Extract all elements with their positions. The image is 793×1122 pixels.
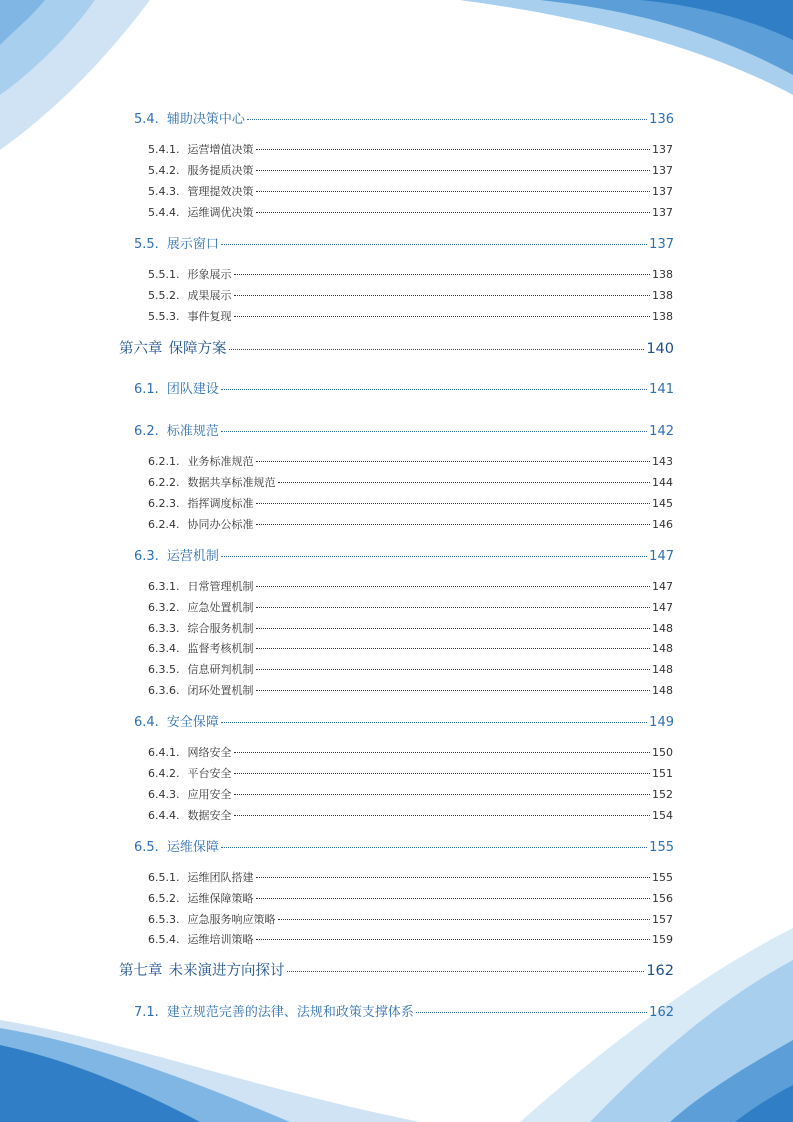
toc-entry[interactable] bbox=[148, 204, 673, 220]
toc-entry[interactable] bbox=[148, 266, 673, 282]
entry-title: 应用安全 bbox=[187, 788, 232, 801]
dot-leader bbox=[256, 586, 651, 587]
entry-page: 137 bbox=[649, 237, 674, 252]
dot-leader bbox=[234, 295, 651, 296]
entry-title: 平台安全 bbox=[187, 767, 232, 780]
entry-page: 144 bbox=[652, 476, 673, 489]
toc-entry[interactable] bbox=[148, 869, 673, 885]
dot-leader bbox=[287, 971, 645, 972]
entry-title: 运维培训策略 bbox=[187, 933, 254, 946]
entry-title: 管理提效决策 bbox=[187, 185, 254, 198]
entry-number: 第六章 bbox=[119, 341, 163, 357]
entry-page: 137 bbox=[652, 143, 673, 156]
entry-page: 137 bbox=[652, 164, 673, 177]
entry-page: 147 bbox=[652, 601, 673, 614]
toc-entry[interactable] bbox=[134, 1001, 674, 1020]
toc-entry[interactable] bbox=[134, 545, 674, 564]
dot-leader bbox=[234, 274, 651, 275]
entry-page: 137 bbox=[652, 206, 673, 219]
toc-entry[interactable] bbox=[148, 578, 673, 594]
entry-title: 安全保障 bbox=[166, 715, 219, 730]
toc-entry[interactable] bbox=[148, 287, 673, 303]
entry-number: 6.2.3. bbox=[148, 497, 180, 510]
toc-entry[interactable] bbox=[119, 959, 674, 980]
entry-page: 140 bbox=[646, 341, 674, 357]
entry-page: 152 bbox=[652, 788, 673, 801]
entry-title: 综合服务机制 bbox=[187, 622, 254, 635]
entry-number: 6.3. bbox=[134, 549, 159, 564]
entry-page: 147 bbox=[649, 549, 674, 564]
dot-leader bbox=[221, 847, 647, 848]
entry-title: 运维调优决策 bbox=[187, 206, 254, 219]
dot-leader bbox=[234, 815, 651, 816]
toc-entry[interactable] bbox=[148, 308, 673, 324]
entry-page: 137 bbox=[652, 185, 673, 198]
entry-page: 141 bbox=[649, 382, 674, 397]
entry-title: 运维保障策略 bbox=[187, 892, 254, 905]
entry-title: 业务标准规范 bbox=[187, 455, 254, 468]
entry-number: 7.1. bbox=[134, 1005, 159, 1020]
entry-number: 6.4. bbox=[134, 715, 159, 730]
entry-title: 应急服务响应策略 bbox=[187, 913, 276, 926]
entry-page: 148 bbox=[652, 622, 673, 635]
entry-title: 建立规范完善的法律、法规和政策支撑体系 bbox=[166, 1005, 414, 1020]
entry-title: 指挥调度标准 bbox=[187, 497, 254, 510]
dot-leader bbox=[256, 212, 651, 213]
toc-entry[interactable] bbox=[148, 183, 673, 199]
entry-page: 147 bbox=[652, 580, 673, 593]
entry-title: 闭环处置机制 bbox=[187, 684, 254, 697]
toc-entry[interactable] bbox=[148, 516, 673, 532]
entry-page: 148 bbox=[652, 684, 673, 697]
toc-entry[interactable] bbox=[148, 682, 673, 698]
entry-page: 148 bbox=[652, 663, 673, 676]
toc-entry[interactable] bbox=[148, 765, 673, 781]
entry-title: 数据安全 bbox=[187, 809, 232, 822]
toc-entry[interactable] bbox=[148, 453, 673, 469]
dot-leader bbox=[256, 898, 651, 899]
entry-number: 6.5.4. bbox=[148, 933, 180, 946]
toc-entry[interactable] bbox=[134, 836, 674, 855]
entry-number: 5.5. bbox=[134, 237, 159, 252]
dot-leader bbox=[234, 752, 651, 753]
entry-number: 6.5.2. bbox=[148, 892, 180, 905]
dot-leader bbox=[229, 349, 645, 350]
toc-entry[interactable] bbox=[148, 599, 673, 615]
entry-number: 6.2.4. bbox=[148, 518, 180, 531]
entry-page: 136 bbox=[649, 112, 674, 127]
entry-title: 日常管理机制 bbox=[187, 580, 254, 593]
entry-number: 6.2. bbox=[134, 424, 159, 439]
entry-page: 155 bbox=[649, 840, 674, 855]
entry-page: 145 bbox=[652, 497, 673, 510]
entry-page: 151 bbox=[652, 767, 673, 780]
dot-leader bbox=[256, 669, 651, 670]
entry-page: 150 bbox=[652, 746, 673, 759]
dot-leader bbox=[416, 1012, 647, 1013]
entry-title: 运营增值决策 bbox=[187, 143, 254, 156]
entry-title: 运维保障 bbox=[166, 840, 219, 855]
dot-leader bbox=[256, 939, 651, 940]
entry-number: 6.3.4. bbox=[148, 642, 180, 655]
entry-page: 146 bbox=[652, 518, 673, 531]
entry-number: 5.5.2. bbox=[148, 289, 180, 302]
entry-page: 142 bbox=[649, 424, 674, 439]
toc-entry[interactable] bbox=[148, 661, 673, 677]
entry-number: 5.5.3. bbox=[148, 310, 180, 323]
entry-number: 6.3.6. bbox=[148, 684, 180, 697]
toc-entry[interactable] bbox=[148, 890, 673, 906]
dot-leader bbox=[256, 648, 651, 649]
entry-title: 运营机制 bbox=[166, 549, 219, 564]
entry-title: 未来演进方向探讨 bbox=[168, 963, 285, 979]
entry-number: 6.4.4. bbox=[148, 809, 180, 822]
dot-leader bbox=[221, 389, 647, 390]
entry-number: 5.4.3. bbox=[148, 185, 180, 198]
entry-page: 143 bbox=[652, 455, 673, 468]
entry-page: 154 bbox=[652, 809, 673, 822]
dot-leader bbox=[256, 524, 651, 525]
entry-number: 6.2.2. bbox=[148, 476, 180, 489]
entry-number: 6.3.5. bbox=[148, 663, 180, 676]
dot-leader bbox=[256, 628, 651, 629]
dot-leader bbox=[256, 170, 651, 171]
toc-entry[interactable] bbox=[148, 786, 673, 802]
entry-title: 成果展示 bbox=[187, 289, 232, 302]
dot-leader bbox=[256, 690, 651, 691]
toc-entry[interactable] bbox=[148, 640, 673, 656]
entry-title: 形象展示 bbox=[187, 268, 232, 281]
entry-page: 148 bbox=[652, 642, 673, 655]
toc-entry[interactable] bbox=[134, 233, 674, 252]
entry-page: 138 bbox=[652, 289, 673, 302]
entry-number: 6.3.3. bbox=[148, 622, 180, 635]
entry-page: 157 bbox=[652, 913, 673, 926]
entry-number: 5.4.1. bbox=[148, 143, 180, 156]
entry-title: 服务提质决策 bbox=[187, 164, 254, 177]
entry-title: 协同办公标准 bbox=[187, 518, 254, 531]
dot-leader bbox=[234, 773, 651, 774]
entry-title: 事件复现 bbox=[187, 310, 232, 323]
toc-entry[interactable] bbox=[148, 495, 673, 511]
toc-entry[interactable] bbox=[148, 162, 673, 178]
toc-entry[interactable] bbox=[134, 378, 674, 397]
dot-leader bbox=[234, 794, 651, 795]
dot-leader bbox=[221, 556, 647, 557]
entry-title: 团队建设 bbox=[166, 382, 219, 397]
entry-page: 162 bbox=[646, 963, 674, 979]
entry-number: 5.5.1. bbox=[148, 268, 180, 281]
toc-entry[interactable] bbox=[148, 141, 673, 157]
entry-page: 138 bbox=[652, 310, 673, 323]
entry-title: 应急处置机制 bbox=[187, 601, 254, 614]
entry-number: 5.4.4. bbox=[148, 206, 180, 219]
dot-leader bbox=[278, 482, 651, 483]
entry-number: 6.5.1. bbox=[148, 871, 180, 884]
dot-leader bbox=[234, 316, 651, 317]
entry-title: 运维团队搭建 bbox=[187, 871, 254, 884]
entry-title: 数据共享标准规范 bbox=[187, 476, 276, 489]
entry-page: 159 bbox=[652, 933, 673, 946]
toc-entry[interactable] bbox=[134, 108, 674, 127]
entry-number: 6.1. bbox=[134, 382, 159, 397]
toc-entry[interactable] bbox=[148, 911, 673, 927]
entry-number: 6.2.1. bbox=[148, 455, 180, 468]
entry-title: 监督考核机制 bbox=[187, 642, 254, 655]
toc-entry[interactable] bbox=[119, 337, 674, 358]
toc-entry[interactable] bbox=[148, 474, 673, 490]
entry-number: 6.3.2. bbox=[148, 601, 180, 614]
entry-number: 6.3.1. bbox=[148, 580, 180, 593]
entry-number: 6.5.3. bbox=[148, 913, 180, 926]
dot-leader bbox=[256, 607, 651, 608]
entry-title: 辅助决策中心 bbox=[166, 112, 245, 127]
entry-number: 5.4. bbox=[134, 112, 159, 127]
dot-leader bbox=[221, 722, 647, 723]
dot-leader bbox=[256, 877, 651, 878]
toc-entry[interactable] bbox=[134, 420, 674, 439]
entry-title: 保障方案 bbox=[168, 341, 227, 357]
entry-number: 第七章 bbox=[119, 963, 163, 979]
entry-title: 标准规范 bbox=[166, 424, 219, 439]
dot-leader bbox=[221, 244, 647, 245]
dot-leader bbox=[221, 431, 647, 432]
dot-leader bbox=[278, 919, 651, 920]
toc-entry[interactable] bbox=[148, 807, 673, 823]
entry-page: 156 bbox=[652, 892, 673, 905]
entry-title: 网络安全 bbox=[187, 746, 232, 759]
dot-leader bbox=[256, 503, 651, 504]
entry-title: 展示窗口 bbox=[166, 237, 219, 252]
toc-entry[interactable] bbox=[148, 931, 673, 947]
dot-leader bbox=[256, 461, 651, 462]
dot-leader bbox=[247, 119, 647, 120]
entry-page: 149 bbox=[649, 715, 674, 730]
toc-entry[interactable] bbox=[134, 711, 674, 730]
entry-number: 6.5. bbox=[134, 840, 159, 855]
entry-page: 155 bbox=[652, 871, 673, 884]
entry-page: 138 bbox=[652, 268, 673, 281]
entry-number: 6.4.2. bbox=[148, 767, 180, 780]
dot-leader bbox=[256, 149, 651, 150]
entry-number: 6.4.3. bbox=[148, 788, 180, 801]
entry-page: 162 bbox=[649, 1005, 674, 1020]
entry-number: 5.4.2. bbox=[148, 164, 180, 177]
entry-number: 6.4.1. bbox=[148, 746, 180, 759]
toc-entry[interactable] bbox=[148, 744, 673, 760]
toc-entry[interactable] bbox=[148, 620, 673, 636]
entry-title: 信息研判机制 bbox=[187, 663, 254, 676]
dot-leader bbox=[256, 191, 651, 192]
